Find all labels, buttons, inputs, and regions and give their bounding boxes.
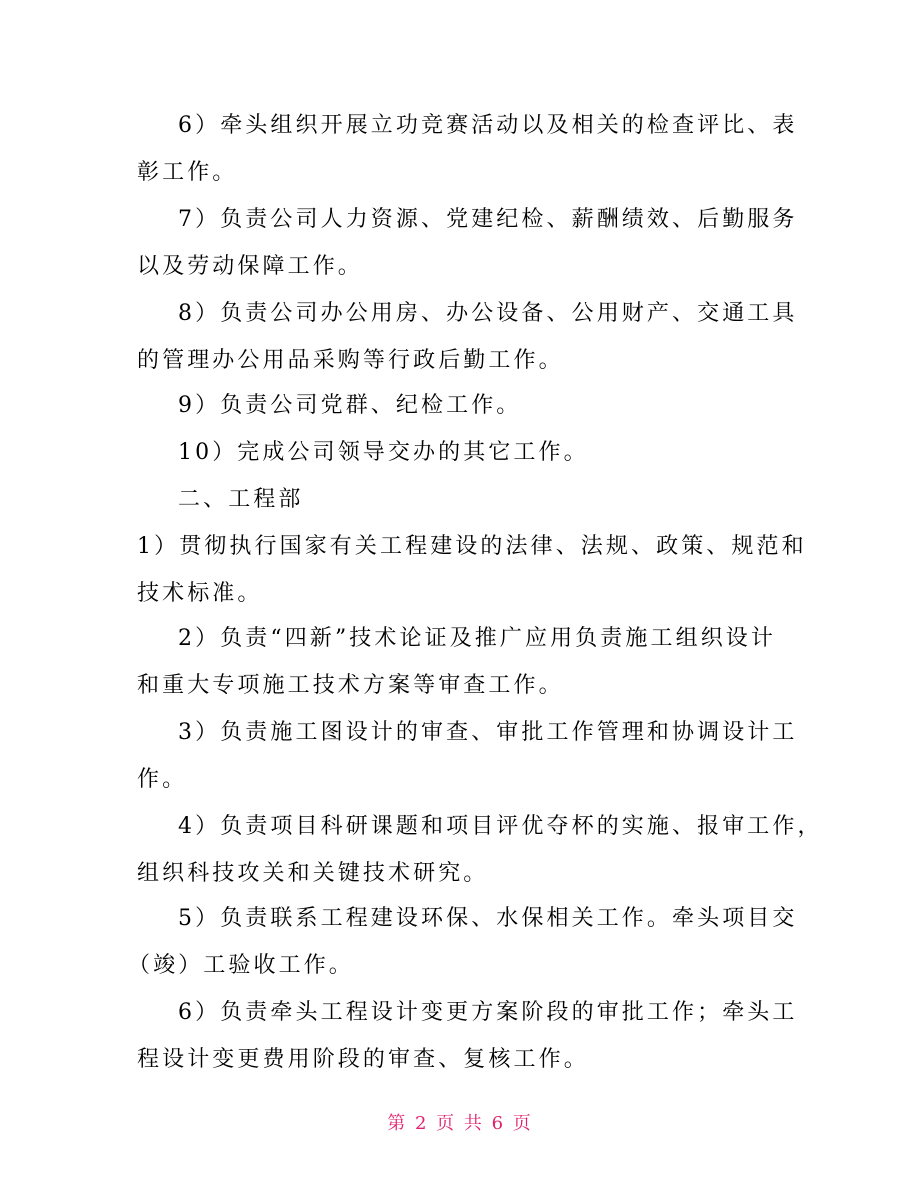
paragraph-line: 的管理办公用品采购等行政后勤工作。 [137, 348, 564, 373]
section-heading: 二、工程部 [178, 487, 304, 512]
paragraph-line: 9）负责公司党群、纪检工作。 [178, 393, 522, 418]
paragraph-line: 彰工作。 [137, 160, 238, 185]
paragraph-line: 1）贯彻执行国家有关工程建设的法律、法规、政策、规范和 [137, 534, 807, 559]
paragraph-line: 以及劳动保障工作。 [137, 254, 363, 279]
paragraph-line: 7）负责公司人力资源、党建纪检、薪酬绩效、后勤服务 [178, 207, 798, 232]
paragraph-line: 组织科技攻关和关键技术研究。 [137, 861, 489, 886]
paragraph-line: 6）牵头组织开展立功竞赛活动以及相关的检查评比、表 [178, 113, 798, 138]
paragraph-line: 10）完成公司领导交办的其它工作。 [178, 440, 589, 465]
paragraph-line: 2）负责“四新”技术论证及推广应用负责施工组织设计 [178, 626, 776, 651]
paragraph-line: 技术标准。 [137, 581, 263, 606]
paragraph-line: 4）负责项目科研课题和项目评优夺杯的实施、报审工作， [178, 814, 823, 839]
paragraph-line: （竣）工验收工作。 [128, 953, 354, 978]
paragraph-line: 作。 [137, 767, 188, 792]
paragraph-line: 8）负责公司办公用房、办公设备、公用财产、交通工具 [178, 301, 798, 326]
page-number-footer: 第 2 页 共 6 页 [387, 1113, 533, 1134]
paragraph-line: 程设计变更费用阶段的审查、复核工作。 [137, 1047, 589, 1072]
paragraph-line: 和重大专项施工技术方案等审查工作。 [137, 673, 564, 698]
paragraph-line: 6）负责牵头工程设计变更方案阶段的审批工作；牵头工 [178, 1000, 798, 1025]
paragraph-line: 5）负责联系工程建设环保、水保相关工作。牵头项目交 [178, 906, 798, 931]
paragraph-line: 3）负责施工图设计的审查、审批工作管理和协调设计工 [178, 720, 798, 745]
